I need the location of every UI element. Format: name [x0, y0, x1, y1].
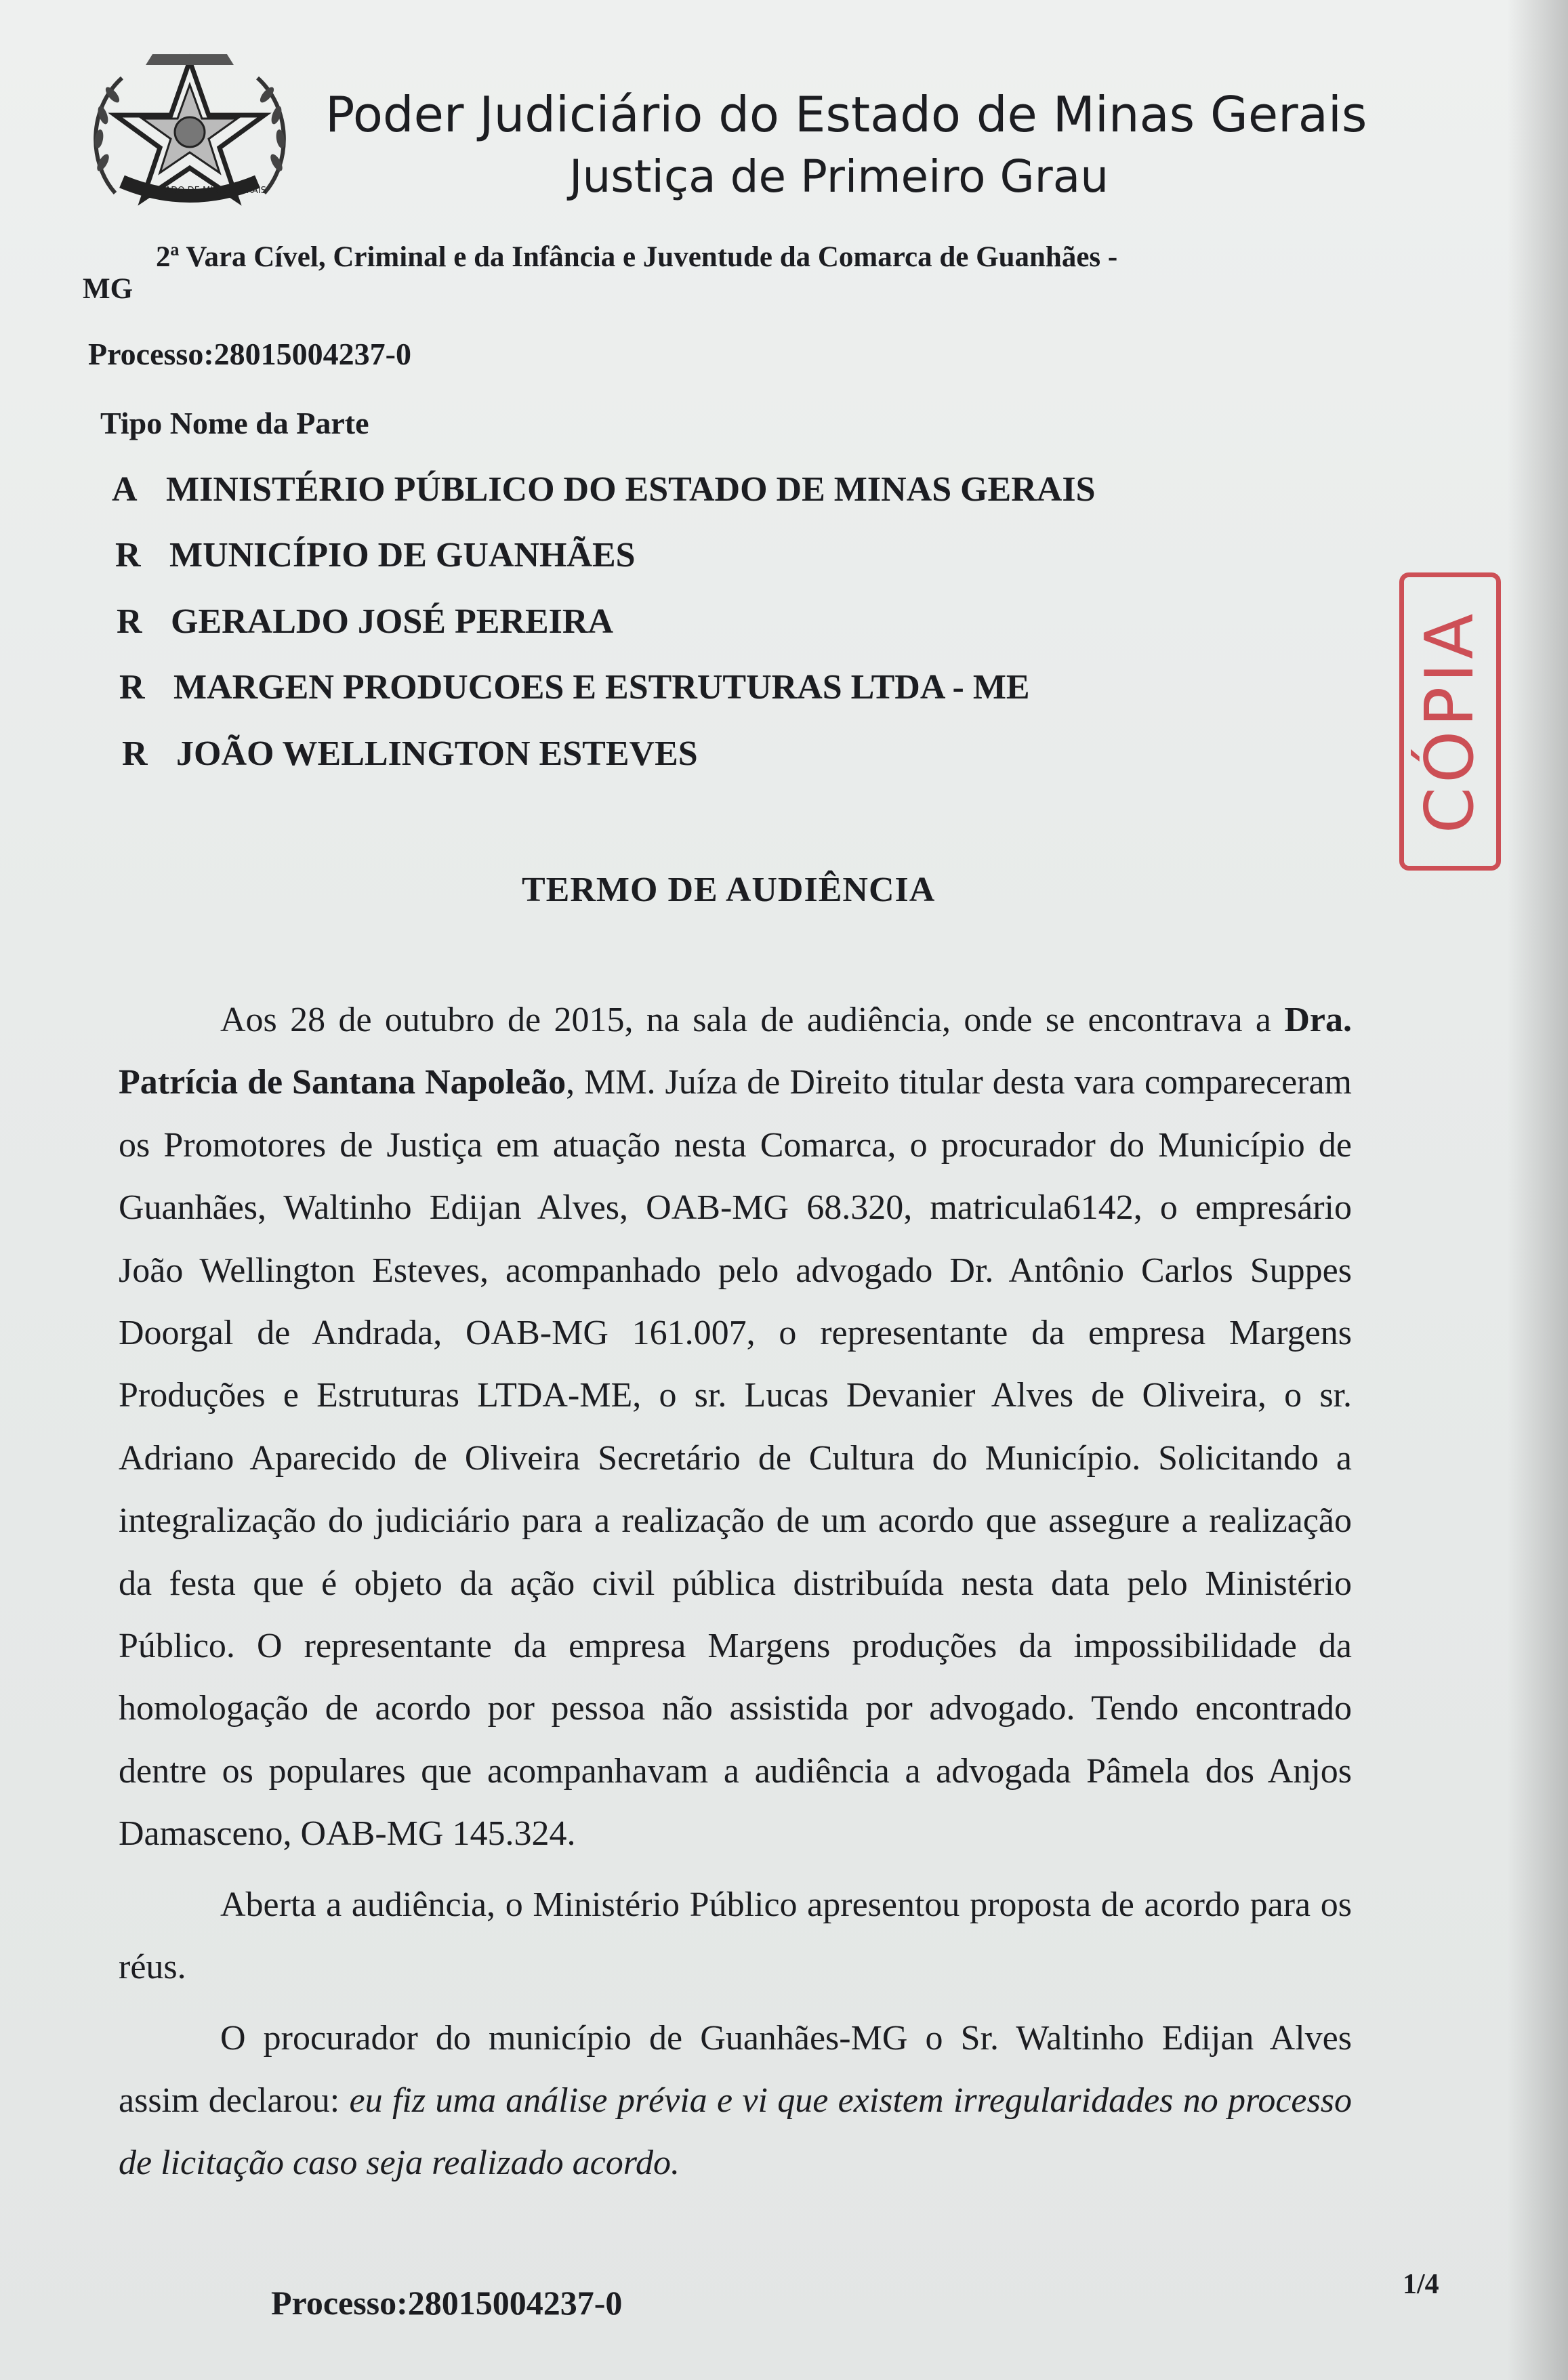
body-paragraph-1: Aos 28 de outubro de 2015, na sala de audiência, onde se encontrava a Dra. Patrícia de Santana Napoleão, MM. Juíza de Direito titular desta vara compareceram os Promotores de Justiça em atuação nesta Comarca, o procurador do Município de Guanhães, Waltinho Edijan Alves, OAB-MG 68.320, matricula6142, o empresário João Wellington Esteves, acompanhado pelo advogado Dr. Antônio Carlos Suppes Doorgal de Andrada, OAB-MG 161.007, o representante da empresa Margens Produções e Estruturas LTDA-ME, o sr. Lucas Devanier Alves de Oliveira, o sr. Adriano Aparecido de Oliveira Secretário de Cultura do Município. Solicitando a integralização do judiciário para a realização de um acordo que assegure a realização da festa que é objeto da ação civil pública distribuída nesta data pelo Ministério Público. O representante da empresa Margens produções da impossibilidade da homologação de acordo por pessoa não assistida por advogado. Tendo encontrado dentre os populares que acompanhavam a audiência a advogada Pâmela dos Anjos Damasceno, OAB-MG 145.324.: [119, 1001, 1353, 1854]
judge-name: Dra. Patrícia de Santana Napoleão: [119, 1001, 1352, 1102]
page-edge-shadow: [1507, 0, 1568, 2380]
party-name: JOÃO WELLINGTON ESTEVES: [176, 734, 698, 773]
party-row: [119, 667, 1030, 707]
party-type: R: [115, 536, 141, 575]
copy-stamp: [1399, 572, 1501, 871]
court-name-continuation: MG: [83, 273, 133, 305]
body-paragraph-3: O procurador do município de Guanhães-MG o Sr. Waltinho Edijan Alves assim declarou: eu fiz uma análise prévia e vi que existem irregularidades no processo de licitação caso seja realizado acordo.: [119, 2018, 1352, 2183]
party-row: [115, 535, 636, 575]
hearing-body: [119, 989, 1352, 2195]
process-number: Processo:28015004237-0: [88, 337, 411, 371]
copy-stamp-label: CÓPIA: [1411, 609, 1489, 834]
minas-gerais-coat-of-arms-icon: [75, 47, 305, 217]
declaration-quote: eu fiz uma análise prévia e vi que existem irregularidades no processo de licitação caso seja realizado acordo.: [119, 2081, 1352, 2183]
party-name: GERALDO JOSÉ PEREIRA: [171, 602, 613, 641]
page-number: 1/4: [1403, 2269, 1439, 2300]
svg-text:ESTADO DE MINAS GERAIS: ESTADO DE MINAS GERAIS: [149, 186, 266, 196]
party-name: MARGEN PRODUCOES E ESTRUTURAS LTDA - ME: [173, 668, 1030, 707]
footer-process-number: Processo:28015004237-0: [271, 2284, 623, 2322]
header-title: Poder Judiciário do Estado de Minas Gerais: [325, 86, 1367, 143]
party-name: MINISTÉRIO PÚBLICO DO ESTADO DE MINAS GERAIS: [166, 470, 1096, 509]
party-row: [122, 734, 698, 774]
party-name: MUNICÍPIO DE GUANHÃES: [169, 536, 636, 575]
party-type: R: [117, 602, 142, 641]
party-row: [117, 602, 613, 642]
party-type: R: [122, 734, 148, 773]
court-name: 2ª Vara Cível, Criminal e da Infância e Juventude da Comarca de Guanhães -: [156, 241, 1118, 273]
parties-header: Tipo Nome da Parte: [100, 406, 369, 440]
body-paragraph-2: Aberta a audiência, o Ministério Público apresentou proposta de acordo para os réus.: [119, 1885, 1352, 1987]
header-subtitle: Justiça de Primeiro Grau: [569, 150, 1109, 203]
party-type: A: [112, 470, 138, 509]
document-title: TERMO DE AUDIÊNCIA: [522, 871, 936, 909]
party-type: R: [119, 668, 145, 707]
party-row: [112, 469, 1096, 509]
